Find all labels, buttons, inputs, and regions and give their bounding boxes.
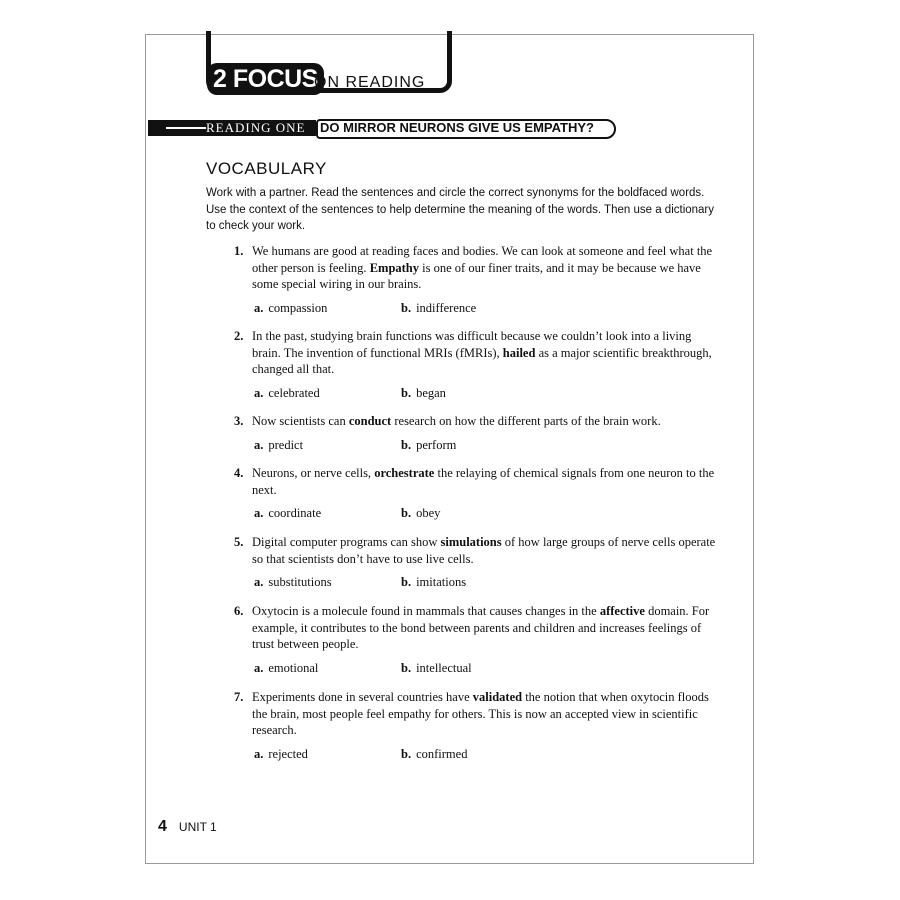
choice-b[interactable] (401, 574, 466, 591)
answer-choices (254, 300, 716, 318)
choice-text: rejected (268, 746, 308, 761)
bold-word: hailed (502, 345, 536, 360)
sentence-part: the notion that when oxytocin floods the brain, most people feel empathy for others. This is now an accepted view in scientific research. (252, 690, 709, 737)
choice-letter: a. (254, 746, 264, 761)
item-number: 4. (234, 466, 244, 480)
page-number: 4 (158, 818, 167, 835)
choice-b[interactable] (401, 505, 440, 522)
focus-number-label: 2 FOCUS (207, 63, 324, 95)
choice-b[interactable] (401, 746, 467, 763)
sentence-part: research on how the different parts of the brain work. (391, 414, 661, 428)
item-sentence (252, 689, 716, 739)
instructions-text: Work with a partner. Read the sentences and circle the correct synonyms for the boldfaced words. Use the context of the sentences to help determine the meaning of the words. Then use a dictionary to check your work. (206, 187, 715, 232)
choice-text: imitations (416, 575, 467, 589)
answer-choices (254, 746, 716, 764)
choice-letter: a. (254, 385, 264, 400)
sentence-part: the relaying of chemical signals from one neuron to the next. (252, 466, 715, 497)
item-number: 5. (234, 535, 244, 549)
item-number: 1. (234, 244, 244, 258)
answer-choices (254, 505, 716, 523)
choice-text: compassion (268, 300, 328, 315)
item-sentence (252, 534, 716, 567)
reading-title: DO MIRROR NEURONS GIVE US EMPATHY? (320, 120, 594, 135)
choice-letter: b. (401, 385, 412, 400)
choice-a[interactable] (254, 746, 308, 763)
answer-choices (254, 660, 716, 678)
bold-word: validated (472, 690, 523, 704)
choice-a[interactable] (254, 385, 320, 402)
sentence-part: of how large groups of nerve cells operate so that scientists don’t have to use live cells. (252, 535, 716, 566)
choice-letter: b. (401, 437, 412, 452)
answer-choices (254, 574, 716, 592)
item-number: 2. (234, 329, 244, 343)
item-sentence (252, 243, 716, 293)
sentence-part: Oxytocin is a molecule found in mammals that causes changes in the (252, 604, 600, 618)
sentence-part: In the past, studying brain functions was difficult because we couldn’t look into a living brain. The invention of functional MRIs (fMRIs), (252, 329, 692, 360)
choice-text: celebrated (268, 385, 320, 400)
vocab-item-7 (234, 689, 716, 764)
choice-text: indifference (416, 300, 477, 315)
choice-letter: a. (254, 437, 264, 452)
choice-letter: b. (401, 300, 412, 315)
choice-text: obey (416, 506, 441, 520)
answer-choices (254, 437, 716, 455)
bold-word: simulations (440, 535, 502, 549)
choice-b[interactable] (401, 437, 456, 454)
item-number: 6. (234, 604, 244, 618)
bold-word: orchestrate (374, 466, 435, 480)
answer-choices (254, 385, 716, 403)
bold-word: Empathy (369, 260, 420, 275)
choice-text: perform (416, 437, 457, 452)
choice-a[interactable] (254, 437, 303, 454)
sentence-part: Digital computer programs can show (252, 535, 441, 549)
choice-b[interactable] (401, 385, 446, 402)
page-footer (158, 818, 217, 836)
sentence-part: Experiments done in several countries have (252, 690, 473, 704)
choice-letter: b. (401, 506, 412, 520)
reading-one-label: READING ONE (206, 120, 306, 135)
bold-word: conduct (348, 414, 392, 428)
choice-a[interactable] (254, 505, 321, 522)
vocab-item-5 (234, 534, 716, 592)
choice-b[interactable] (401, 660, 472, 677)
choice-text: substitutions (268, 575, 332, 589)
vocabulary-heading: VOCABULARY (206, 159, 327, 178)
choice-a[interactable] (254, 574, 332, 591)
sentence-part: We humans are good at reading faces and bodies. We can look at someone and feel what the other person is feeling. (252, 244, 713, 275)
focus-subtitle: ON READING (314, 74, 426, 91)
bold-word: affective (599, 604, 645, 618)
unit-label: UNIT 1 (178, 820, 217, 834)
vocab-item-3 (234, 413, 716, 455)
vocab-item-2 (234, 328, 716, 403)
vocab-item-6 (234, 603, 716, 678)
choice-text: coordinate (268, 506, 322, 520)
item-sentence (252, 603, 716, 653)
sentence-part: domain. For example, it contributes to the bond between parents and children and increases feelings of trust between people. (252, 604, 710, 651)
sentence-part: is one of our finer traits, and it may be because we have some special wiring in our brains. (252, 260, 701, 291)
choice-letter: a. (254, 506, 264, 520)
choice-letter: b. (401, 746, 412, 761)
textbook-page (145, 34, 754, 864)
vocab-item-4 (234, 465, 716, 523)
choice-a[interactable] (254, 300, 327, 317)
choice-text: predict (268, 437, 304, 452)
choice-letter: b. (401, 575, 412, 589)
sentence-part: as a major scientific breakthrough, changed all that. (252, 345, 712, 376)
item-number: 3. (234, 414, 244, 428)
choice-text: emotional (268, 660, 319, 675)
item-sentence (252, 465, 716, 498)
item-number: 7. (234, 690, 244, 704)
choice-letter: a. (254, 575, 264, 589)
choice-a[interactable] (254, 660, 318, 677)
choice-text: confirmed (416, 746, 468, 761)
reading-one-bar (148, 119, 614, 137)
choice-text: began (416, 385, 446, 400)
reading-bar-line (166, 127, 206, 129)
item-sentence (252, 328, 716, 378)
sentence-part: Neurons, or nerve cells, (252, 466, 375, 480)
item-sentence (252, 413, 716, 430)
sentence-part: Now scientists can (252, 414, 349, 428)
choice-letter: b. (401, 660, 412, 675)
choice-b[interactable] (401, 300, 476, 317)
vocab-item-1 (234, 243, 716, 318)
choice-text: intellectual (416, 660, 472, 675)
choice-letter: a. (254, 300, 264, 315)
choice-letter: a. (254, 660, 264, 675)
